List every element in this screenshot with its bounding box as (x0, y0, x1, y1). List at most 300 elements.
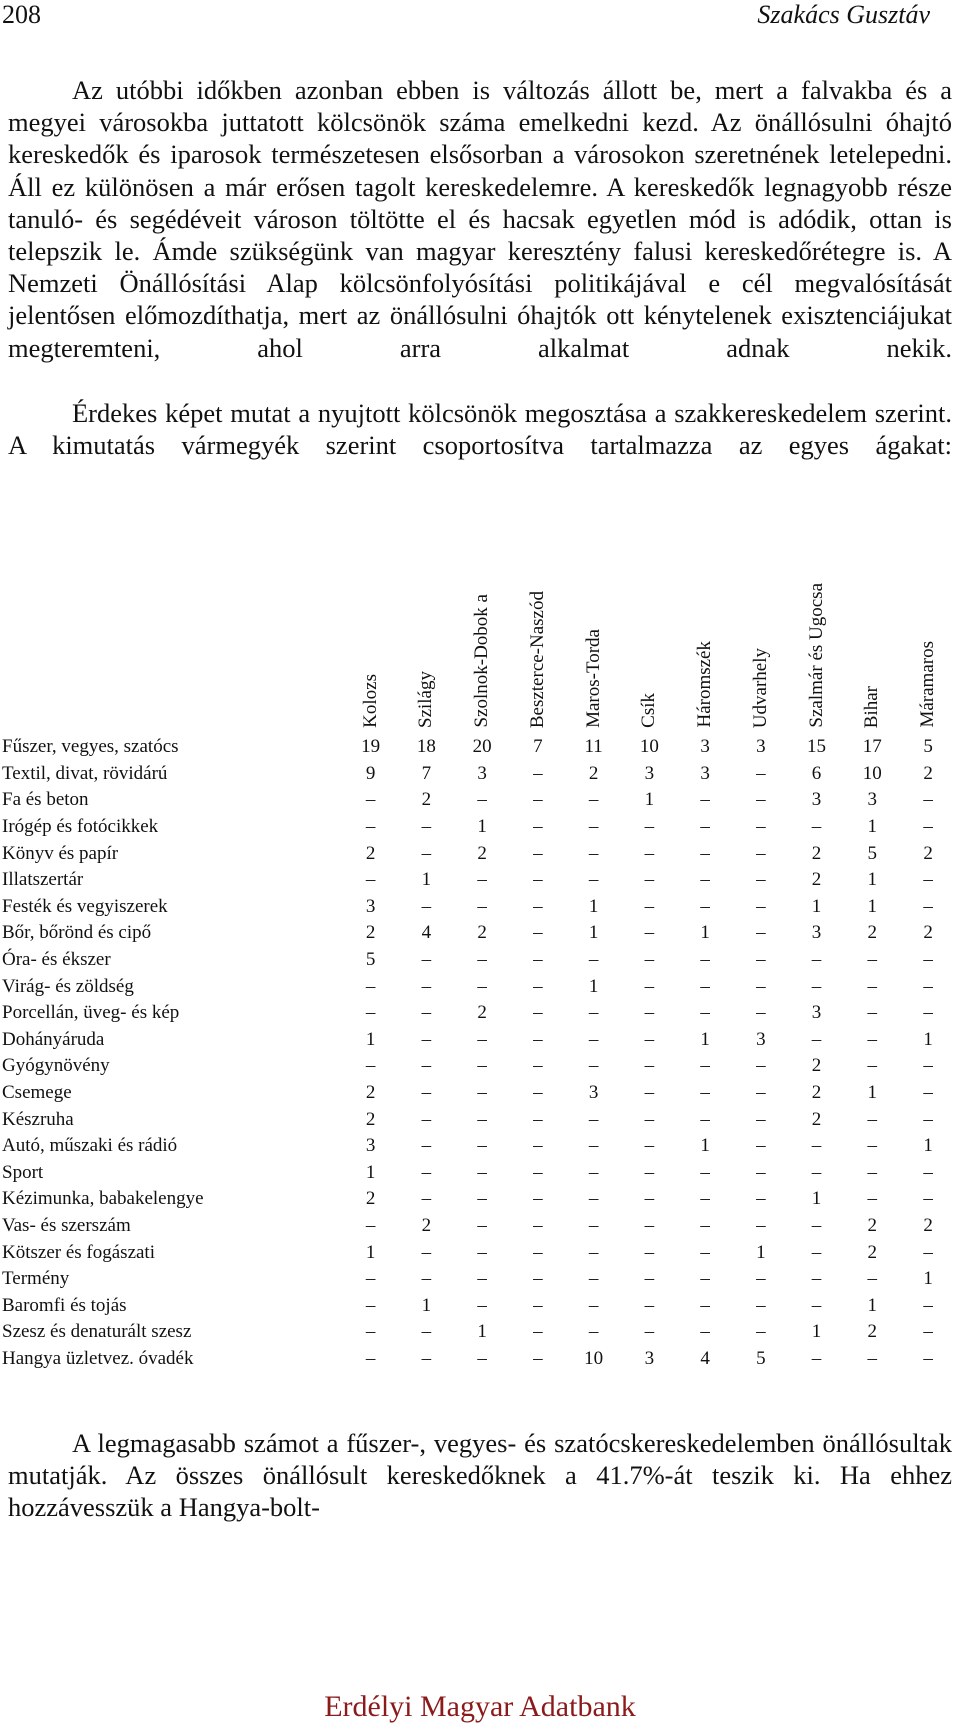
row-label: Baromfi és tojás (2, 1294, 127, 1316)
table-row (0, 787, 956, 814)
table-cell: – (811, 1241, 822, 1263)
table-cell: – (533, 1347, 543, 1369)
table-cell: 2 (365, 1108, 376, 1130)
column-header (900, 548, 956, 734)
table-cell: – (923, 975, 933, 997)
table-cell: – (923, 1294, 933, 1316)
table-cell: – (811, 1135, 822, 1157)
table-cell: – (756, 895, 766, 917)
row-label: Csemege (2, 1082, 72, 1104)
column-header (343, 548, 399, 734)
column-header (399, 548, 455, 734)
table-cell: 1 (477, 1321, 487, 1343)
row-label: Készruha (2, 1108, 74, 1130)
table-cell: – (533, 895, 543, 917)
table-cell: 1 (867, 1294, 878, 1316)
table-cell: – (756, 869, 766, 891)
table-cell: 4 (700, 1347, 710, 1369)
table-cell: – (644, 869, 655, 891)
table-cell: – (365, 1268, 376, 1290)
table-cell: – (644, 1268, 655, 1290)
table-cell: – (644, 1002, 655, 1024)
table-cell: 2 (923, 842, 933, 864)
table-cell: – (533, 922, 543, 944)
table-cell: – (923, 1321, 933, 1343)
table-cell: – (644, 975, 655, 997)
table-cell: – (588, 1214, 599, 1236)
table-cell: – (700, 975, 710, 997)
table-cell: 2 (365, 1082, 376, 1104)
table-cell: 1 (700, 922, 710, 944)
table-row (0, 1106, 956, 1133)
table-cell: 10 (862, 762, 882, 784)
table-cell: – (644, 922, 655, 944)
table-cell: – (588, 1028, 599, 1050)
table-cell: – (811, 1028, 822, 1050)
table-cell: 1 (923, 1028, 933, 1050)
table-cell: – (811, 1294, 822, 1316)
table-cell: – (923, 869, 933, 891)
table-cell: – (867, 1028, 878, 1050)
table-cell: – (588, 842, 599, 864)
table-cell: – (477, 1135, 487, 1157)
table-cell: 19 (361, 736, 381, 758)
table-cell: – (477, 975, 487, 997)
table-row (0, 761, 956, 788)
table-cell: – (811, 816, 822, 838)
table-cell: – (533, 1108, 543, 1130)
table-cell: 1 (867, 816, 878, 838)
table-row (0, 1000, 956, 1027)
row-label: Kötszer és fogászati (2, 1241, 155, 1263)
row-label: Textil, divat, rövidárú (2, 762, 168, 784)
table-cell: – (756, 1294, 766, 1316)
table-cell: 18 (416, 736, 436, 758)
table-cell: – (533, 975, 543, 997)
table-cell: 5 (867, 842, 878, 864)
table-cell: – (477, 1214, 487, 1236)
table-cell: – (477, 1347, 487, 1369)
table-row (0, 920, 956, 947)
table-cell: – (365, 1347, 376, 1369)
table-cell: – (644, 1161, 655, 1183)
table-cell: – (811, 1347, 822, 1369)
table-cell: – (421, 816, 432, 838)
table-cell: – (533, 1321, 543, 1343)
column-header (566, 548, 622, 734)
table-cell: 1 (811, 895, 822, 917)
table-cell: – (421, 842, 432, 864)
table-cell: 10 (639, 736, 659, 758)
row-label: Irógép és fotócikkek (2, 816, 159, 838)
table-cell: 2 (477, 842, 487, 864)
table-cell: – (477, 949, 487, 971)
table-cell: – (644, 1188, 655, 1210)
table-row (0, 894, 956, 921)
table-cell: – (700, 816, 710, 838)
table-cell: – (700, 1188, 710, 1210)
table-cell: 3 (867, 789, 878, 811)
table-cell: – (365, 789, 376, 811)
table-cell: 2 (811, 1108, 822, 1130)
table-cell: – (477, 789, 487, 811)
table-cell: – (365, 869, 376, 891)
table-row (0, 1160, 956, 1187)
table-cell: – (700, 1161, 710, 1183)
table-cell: – (421, 1161, 432, 1183)
table-cell: 1 (644, 789, 655, 811)
table-cell: – (533, 816, 543, 838)
table-cell: – (421, 1002, 432, 1024)
paragraph-2: Érdekes képet mutat a nyujtott kölcsönök megosztása a szakkereskedelem szerint. A kimutatás vármegyék szerint csoportosítva tartalmazza az egyes ágakat: (8, 398, 952, 461)
table-cell: – (533, 762, 543, 784)
table-cell: – (421, 975, 432, 997)
table-cell: – (421, 1082, 432, 1104)
table-cell: – (700, 1082, 710, 1104)
table-cell: 2 (811, 869, 822, 891)
table-cell: – (756, 1002, 766, 1024)
table-cell: 3 (811, 789, 822, 811)
table-cell: 2 (923, 762, 933, 784)
table-cell: – (923, 895, 933, 917)
table-cell: 3 (811, 1002, 822, 1024)
table-cell: – (588, 1321, 599, 1343)
table-cell: – (533, 1028, 543, 1050)
table-cell: – (477, 1055, 487, 1077)
table-cell: – (477, 895, 487, 917)
table-cell: – (588, 816, 599, 838)
table-cell: – (533, 1214, 543, 1236)
table-cell: – (533, 1188, 543, 1210)
table-cell: – (700, 1294, 710, 1316)
table-cell: 1 (867, 895, 878, 917)
column-header-label: Bihar (861, 685, 883, 728)
table-cell: 1 (588, 922, 599, 944)
table-row (0, 1292, 956, 1319)
table-cell: 6 (811, 762, 822, 784)
table-cell: – (365, 816, 376, 838)
table-cell: – (700, 1002, 710, 1024)
table-cell: – (588, 1161, 599, 1183)
row-label: Könyv és papír (2, 842, 119, 864)
table-cell: – (533, 1294, 543, 1316)
table-cell: – (867, 1055, 878, 1077)
table-cell: – (923, 789, 933, 811)
table-cell: – (644, 1028, 655, 1050)
table-row (0, 840, 956, 867)
table-cell: – (533, 1055, 543, 1077)
column-header-label: Szalmár és Ugocsa (805, 583, 827, 728)
table-cell: 1 (477, 816, 487, 838)
table-cell: – (533, 1002, 543, 1024)
table-cell: 2 (421, 789, 432, 811)
table-cell: 2 (588, 762, 599, 784)
table-cell: 2 (365, 922, 376, 944)
row-label: Gyógynövény (2, 1055, 110, 1077)
table-row (0, 1213, 956, 1240)
table-cell: – (477, 869, 487, 891)
table-cell: – (533, 1135, 543, 1157)
table-cell: – (923, 1002, 933, 1024)
table-cell: – (477, 1294, 487, 1316)
table-cell: 1 (700, 1028, 710, 1050)
table-row (0, 1186, 956, 1213)
table-cell: – (811, 1214, 822, 1236)
table-cell: – (477, 1108, 487, 1130)
table-cell: – (811, 975, 822, 997)
table-cell: – (477, 1188, 487, 1210)
table-cell: 1 (365, 1241, 376, 1263)
table-header-row (0, 548, 956, 734)
table-cell: 1 (421, 1294, 432, 1316)
table-cell: 1 (811, 1321, 822, 1343)
table-row (0, 1239, 956, 1266)
table-cell: – (867, 949, 878, 971)
table-cell: – (700, 842, 710, 864)
running-head-author: Szakács Gusztáv (757, 0, 930, 29)
column-header (621, 548, 677, 734)
table-cell: – (756, 762, 766, 784)
column-header-label: Udvarhely (749, 647, 771, 728)
table-cell: – (644, 895, 655, 917)
table-cell: 2 (867, 1214, 878, 1236)
table-cell: 5 (756, 1347, 766, 1369)
table-cell: 1 (588, 975, 599, 997)
table-cell: 3 (756, 1028, 766, 1050)
table-cell: – (365, 1055, 376, 1077)
table-cell: 1 (756, 1241, 766, 1263)
table-cell: – (700, 949, 710, 971)
table-cell: – (700, 1241, 710, 1263)
table-cell: – (533, 869, 543, 891)
table-cell: – (477, 1161, 487, 1183)
table-cell: – (365, 1294, 376, 1316)
column-header (789, 548, 845, 734)
table-cell: 11 (584, 736, 603, 758)
column-header (677, 548, 733, 734)
table-cell: – (700, 1108, 710, 1130)
column-header-label: Szilágy (415, 671, 437, 728)
column-header-label: Szolnok-Dobok a (471, 594, 493, 728)
table-row (0, 1080, 956, 1107)
table-cell: 17 (862, 736, 882, 758)
table-cell: – (700, 869, 710, 891)
paragraph-3: A legmagasabb számot a fűszer-, vegyes- és szatócskereskedelemben önállósultak mutatják. Az összes önállósult kereskedőknek a 41.7%-át teszik ki. Ha ehhez hozzávesszük a Hangya-bolt- (8, 1428, 952, 1523)
table-cell: 20 (472, 736, 492, 758)
table-cell: 1 (923, 1268, 933, 1290)
table-cell: 3 (644, 762, 655, 784)
table-header-blank (0, 548, 343, 734)
table-cell: – (533, 949, 543, 971)
table-cell: – (756, 1082, 766, 1104)
column-header-label: Háromszék (694, 641, 716, 728)
table-cell: 4 (421, 922, 432, 944)
table-cell: – (365, 1321, 376, 1343)
row-label: Szesz és denaturált szesz (2, 1321, 192, 1343)
table-cell: – (477, 1268, 487, 1290)
table-cell: – (644, 1108, 655, 1130)
table-row (0, 973, 956, 1000)
table-row (0, 1266, 956, 1293)
table-cell: – (867, 975, 878, 997)
column-header-label: Kolozs (359, 674, 381, 728)
table-cell: – (421, 1108, 432, 1130)
row-label: Hangya üzletvez. óvadék (2, 1347, 194, 1369)
table-cell: 3 (365, 895, 376, 917)
table-cell: – (421, 1321, 432, 1343)
table-cell: – (756, 1321, 766, 1343)
row-label: Porcellán, üveg- és kép (2, 1002, 180, 1024)
table-cell: 2 (811, 1055, 822, 1077)
table-cell: – (588, 1108, 599, 1130)
table-cell: – (811, 1268, 822, 1290)
table-row (0, 947, 956, 974)
table-cell: – (756, 1055, 766, 1077)
table-cell: 1 (421, 869, 432, 891)
row-label: Fűszer, vegyes, szatócs (2, 736, 179, 758)
table-cell: – (588, 1188, 599, 1210)
table-cell: 2 (365, 842, 376, 864)
table-cell: – (756, 816, 766, 838)
table-cell: 2 (811, 1082, 822, 1104)
table-cell: – (923, 1241, 933, 1263)
table-cell: – (477, 1028, 487, 1050)
column-header (510, 548, 566, 734)
table-cell: – (588, 1135, 599, 1157)
table-cell: – (421, 895, 432, 917)
table-cell: – (644, 1321, 655, 1343)
table-cell: – (756, 949, 766, 971)
table-cell: 1 (867, 869, 878, 891)
table-cell: 2 (923, 922, 933, 944)
column-header-label: Csík (638, 693, 660, 728)
row-label: Autó, műszaki és rádió (2, 1135, 178, 1157)
table-cell: 3 (477, 762, 487, 784)
table-cell: 5 (923, 736, 933, 758)
table-cell: 7 (421, 762, 432, 784)
table-cell: 2 (867, 1321, 878, 1343)
table-cell: – (867, 1161, 878, 1183)
table-cell: – (700, 895, 710, 917)
table-cell: – (867, 1108, 878, 1130)
table-row (0, 1346, 956, 1373)
table-cell: 7 (533, 736, 543, 758)
table-cell: – (756, 1214, 766, 1236)
table-cell: 3 (365, 1135, 376, 1157)
table-cell: – (756, 1188, 766, 1210)
table-cell: – (533, 1241, 543, 1263)
table-cell: – (588, 789, 599, 811)
table-cell: – (421, 1055, 432, 1077)
table-cell: 2 (811, 842, 822, 864)
table-cell: 2 (923, 1214, 933, 1236)
table-cell: – (588, 1268, 599, 1290)
table-cell: – (421, 1268, 432, 1290)
table-cell: 1 (365, 1161, 376, 1183)
table-cell: 1 (867, 1082, 878, 1104)
table-cell: – (700, 789, 710, 811)
table-cell: – (923, 1108, 933, 1130)
table-cell: 9 (365, 762, 376, 784)
table-cell: 3 (700, 736, 710, 758)
row-label: Vas- és szerszám (2, 1214, 131, 1236)
table-cell: – (867, 1268, 878, 1290)
table-cell: 10 (584, 1347, 604, 1369)
table-cell: – (644, 1241, 655, 1263)
table-cell: – (700, 1055, 710, 1077)
table-cell: – (923, 816, 933, 838)
table-cell: – (477, 1082, 487, 1104)
table-cell: – (588, 1055, 599, 1077)
row-label: Kézimunka, babakelengye (2, 1188, 204, 1210)
table-cell: – (923, 1347, 933, 1369)
row-label: Festék és vegyiszerek (2, 895, 168, 917)
table-cell: – (923, 1082, 933, 1104)
table-body (0, 734, 956, 1372)
row-label: Virág- és zöldség (2, 975, 134, 997)
row-label: Bőr, bőrönd és cipő (2, 922, 152, 944)
table-cell: – (421, 949, 432, 971)
row-label: Dohányáruda (2, 1028, 105, 1050)
table-cell: 3 (644, 1347, 655, 1369)
table-cell: – (644, 842, 655, 864)
table-cell: 3 (700, 762, 710, 784)
table-cell: 3 (756, 736, 766, 758)
paragraph-1: Az utóbbi időkben azonban ebben is változás állott be, mert a falvakba és a megyei városokba juttatott kölcsönök száma emelkedni kezd. Az önállósulni óhajtó kereskedők és iparosok természetesen elsősorban a városokon szeretnének letelepedni. Áll ez különösen a már erősen tagolt kereskedelemre. A kereskedők legnagyobb része tanuló- és segédéveit városon töltötte el és hacsak egyetlen mód is adódik, ottan is telepszik le. Ámde szükségünk van magyar keresztény falusi kereskedőrétegre is. A Nemzeti Önállósítási Alap kölcsönfolyósítási politikájával e cél megvalósítását jelentősen előmozdíthatja, mert az önállósulni óhajtók ott kénytelenek exisztenciájukat megteremteni, ahol arra alkalmat adnak nekik. (8, 75, 952, 363)
table-cell: – (756, 1108, 766, 1130)
table-cell: – (700, 1321, 710, 1343)
table-cell: – (923, 949, 933, 971)
table-cell: 1 (923, 1135, 933, 1157)
table-cell: – (923, 1161, 933, 1183)
table-cell: 2 (867, 1241, 878, 1263)
table-cell: – (365, 975, 376, 997)
table-cell: – (644, 1055, 655, 1077)
table-cell: – (588, 1294, 599, 1316)
table-cell: 2 (421, 1214, 432, 1236)
table-cell: – (421, 1347, 432, 1369)
table-row (0, 1133, 956, 1160)
table-cell: 1 (700, 1135, 710, 1157)
table-cell: – (700, 1268, 710, 1290)
table-cell: – (588, 869, 599, 891)
table-cell: – (867, 1002, 878, 1024)
table-cell: – (533, 842, 543, 864)
table-cell: – (421, 1135, 432, 1157)
table-cell: – (644, 1082, 655, 1104)
table-cell: – (811, 949, 822, 971)
table-cell: 2 (867, 922, 878, 944)
table-cell: – (477, 1241, 487, 1263)
table-cell: – (756, 842, 766, 864)
table-cell: – (421, 1028, 432, 1050)
row-label: Illatszertár (2, 869, 84, 891)
table-cell: – (421, 1188, 432, 1210)
table-cell: – (365, 1002, 376, 1024)
table-cell: 15 (807, 736, 827, 758)
table-row (0, 1053, 956, 1080)
table-cell: – (756, 1268, 766, 1290)
table-cell: 5 (365, 949, 376, 971)
row-label: Termény (2, 1268, 70, 1290)
row-label: Óra- és ékszer (2, 949, 111, 971)
table-cell: – (923, 1188, 933, 1210)
column-header (454, 548, 510, 734)
table-cell: 1 (811, 1188, 822, 1210)
table-row (0, 1319, 956, 1346)
watermark-footer: Erdélyi Magyar Adatbank (324, 1690, 636, 1723)
column-header (844, 548, 900, 734)
